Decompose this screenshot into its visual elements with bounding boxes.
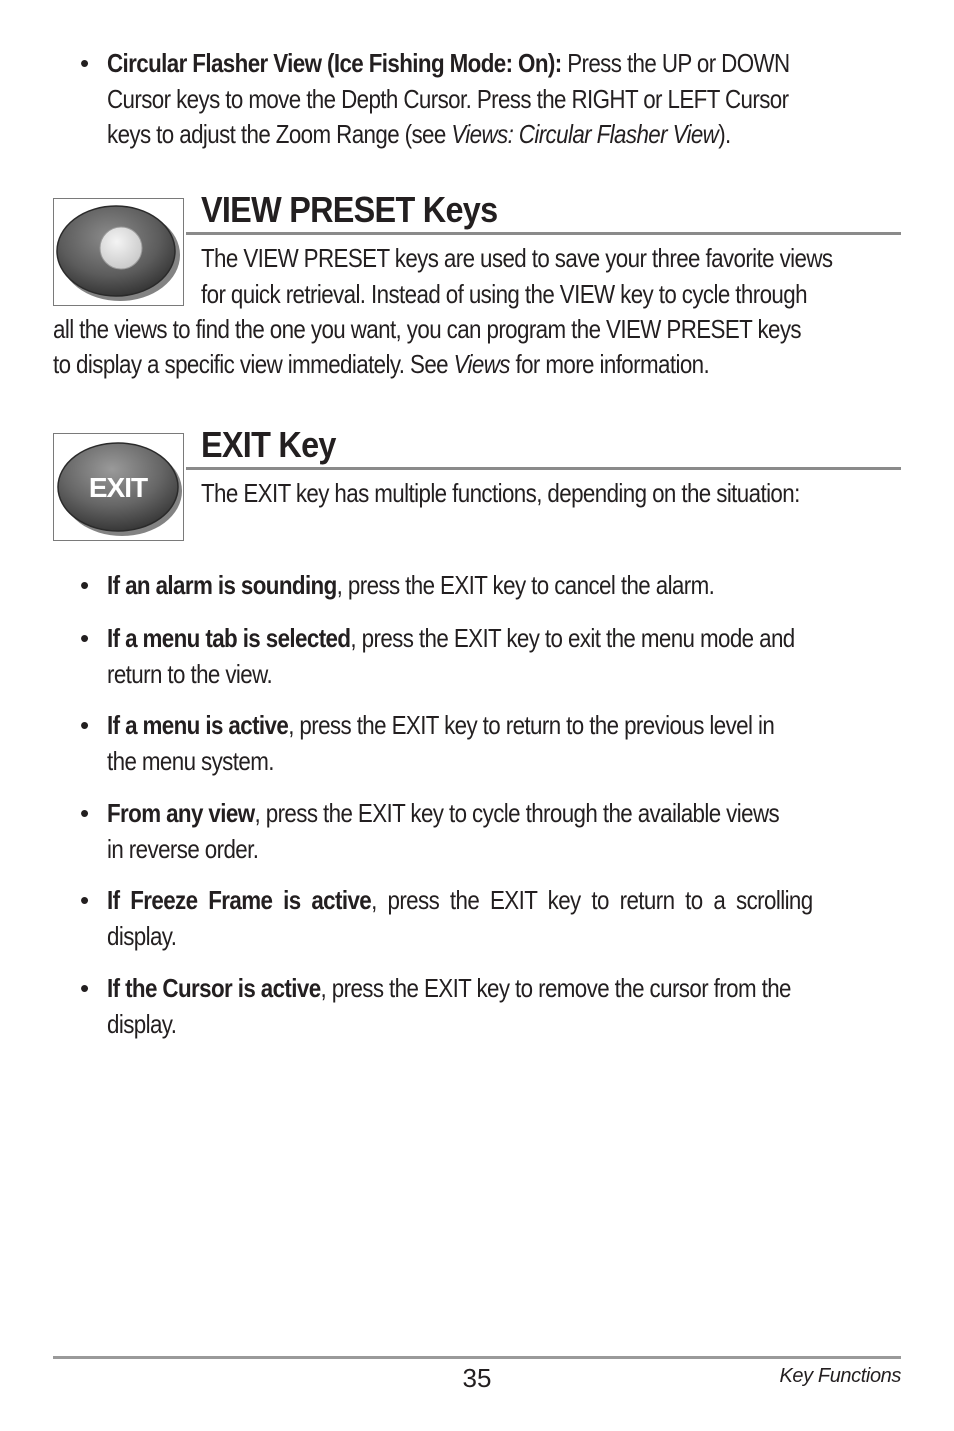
views-reference-link: Views: Circular Flasher View (451, 119, 719, 149)
view-preset-button-icon (54, 199, 183, 305)
exit-key-image (53, 433, 184, 541)
bullet-bold-label: From any view (107, 798, 255, 828)
exit-button-icon (54, 434, 183, 540)
bullet-dot: • (80, 885, 90, 915)
view-preset-line4 (53, 347, 709, 383)
bullet-line2: display. (107, 920, 177, 951)
bullet-bold-label: If the Cursor is active (107, 973, 321, 1003)
bullet-line2: return to the view. (107, 658, 273, 689)
bullet-dot: • (80, 973, 90, 1003)
bullet-dot: • (80, 798, 90, 828)
bullet-line2: display. (107, 1008, 177, 1039)
footer-section-title: Key Functions (779, 1365, 901, 1387)
bullet-line2: in reverse order. (107, 833, 259, 864)
bullet-line2: the menu system. (107, 745, 274, 776)
bullet-line1-rest: Press the UP or DOWN (561, 48, 790, 78)
bullet-dot: • (80, 48, 90, 78)
view-preset-line3: all the views to find the one you want, you can program the VIEW PRESET keys (53, 314, 802, 344)
bullet-line1-rest: , press the EXIT key to cancel the alarm. (336, 570, 715, 600)
bullet-line1-rest: , press the EXIT key to cycle through the available views (254, 798, 780, 828)
page-number: 35 (462, 1363, 492, 1393)
bullet-line2: Cursor keys to move the Depth Cursor. Press the RIGHT or LEFT Cursor (107, 83, 789, 114)
bullet-line1-rest: , press the EXIT key to return to a scrolling (371, 885, 813, 915)
view-preset-line4-post: for more information. (509, 349, 710, 379)
view-preset-line1: The VIEW PRESET keys are used to save your three favorite views (201, 243, 833, 273)
bullet-dot: • (80, 710, 90, 740)
bullet-line3-post: ). (718, 119, 731, 149)
bullet-line3-pre: keys to adjust the Zoom Range (see (107, 119, 452, 149)
bullet-line1-rest: , press the EXIT key to remove the cursor from the (320, 973, 791, 1003)
exit-key-intro: The EXIT key has multiple functions, depending on the situation: (201, 478, 800, 508)
bullet-dot: • (80, 570, 90, 600)
view-preset-rule (186, 232, 901, 235)
view-preset-title: VIEW PRESET Keys (201, 189, 498, 230)
exit-key-rule (186, 467, 901, 470)
exit-button-label: EXIT (88, 472, 148, 503)
bullet-bold-label: If a menu tab is selected (107, 623, 351, 653)
bullet-text (107, 46, 877, 153)
view-preset-line2: for quick retrieval. Instead of using the VIEW key to cycle through (201, 279, 807, 309)
footer-rule (53, 1356, 901, 1359)
bullet-line1-rest: , press the EXIT key to exit the menu mode and (350, 623, 795, 653)
bullet-bold-label: Circular Flasher View (Ice Fishing Mode: On): (107, 48, 562, 78)
bullet-bold-label: If an alarm is sounding (107, 570, 337, 600)
bullet-dot: • (80, 623, 90, 653)
bullet-line1-rest: , press the EXIT key to return to the previous level in (288, 710, 775, 740)
views-reference: Views (453, 349, 510, 379)
view-preset-key-image (53, 198, 184, 306)
bullet-bold-label: If a menu is active (107, 710, 289, 740)
bullet-bold-label: If Freeze Frame is active (107, 885, 372, 915)
exit-key-title: EXIT Key (201, 424, 336, 465)
view-preset-line4-pre: to display a specific view immediately. See (53, 349, 454, 379)
